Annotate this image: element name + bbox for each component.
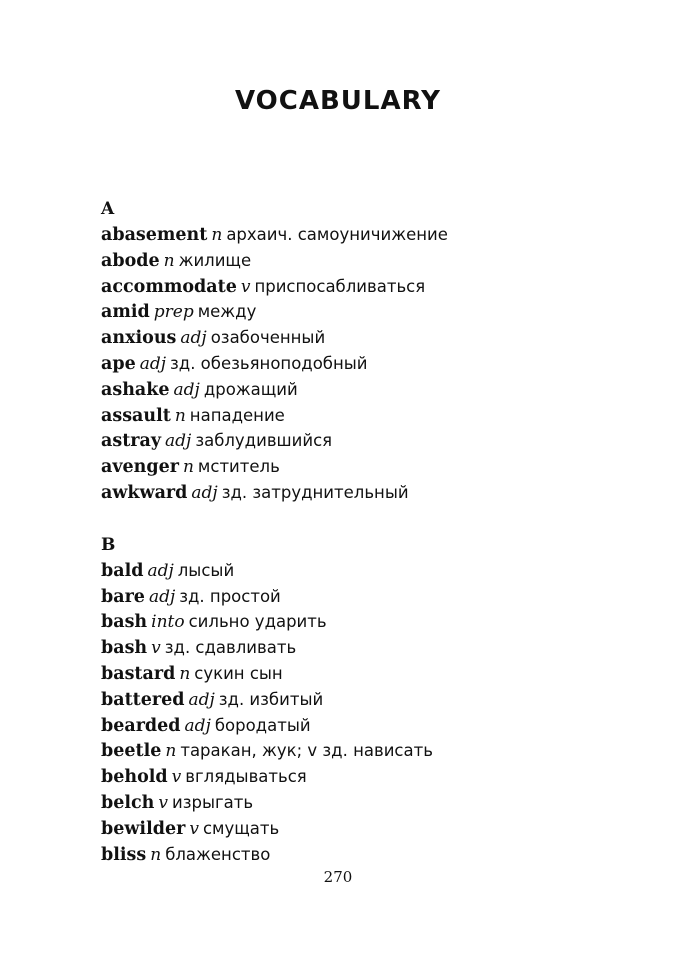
entry-term: bliss	[101, 844, 147, 865]
entry-translation: лысый	[177, 560, 235, 580]
entry-term: bastard	[101, 663, 176, 684]
entry-pos: adj	[188, 689, 215, 710]
entry-translation: таракан, жук; v зд. нависать	[180, 741, 433, 761]
entry-pos: into	[151, 612, 185, 633]
entry-term: bald	[101, 560, 144, 581]
entry-translation: сукин сын	[194, 663, 283, 683]
vocab-entry	[101, 325, 641, 351]
entry-term: bearded	[101, 715, 181, 736]
vocab-entry	[101, 222, 641, 248]
vocab-entry	[101, 584, 641, 610]
entry-translation: зд. простой	[179, 586, 281, 606]
vocab-entry	[101, 635, 641, 661]
entry-translation: заблудившийся	[195, 431, 333, 451]
entry-term: behold	[101, 767, 168, 788]
entry-pos: adj	[139, 353, 167, 374]
entry-translation: блаженство	[165, 844, 271, 864]
entry-term: abasement	[101, 225, 208, 245]
entry-translation: сильно ударить	[188, 612, 327, 632]
entry-pos: n	[163, 250, 175, 271]
entry-pos: n	[182, 457, 194, 478]
entry-term: abode	[101, 250, 160, 271]
vocab-entry	[101, 480, 641, 506]
vocab-entry	[101, 248, 641, 274]
entry-term: ape	[101, 353, 136, 374]
entry-term: beetle	[101, 741, 162, 762]
entry-term: assault	[101, 405, 171, 426]
page-title: VOCABULARY	[234, 86, 441, 116]
vocab-entry	[101, 274, 641, 300]
entry-translation: мститель	[197, 457, 280, 477]
entry-translation: зд. затруднительный	[221, 482, 409, 502]
page-number: 270	[323, 868, 353, 886]
entry-pos: v	[240, 276, 251, 297]
entry-translation: озабоченный	[210, 328, 326, 348]
entry-term: avenger	[101, 457, 179, 478]
entry-term: bash	[101, 638, 148, 659]
entry-term: battered	[101, 689, 185, 710]
entry-pos: adj	[147, 560, 174, 581]
vocab-entry	[101, 764, 641, 790]
entry-translation: между	[197, 302, 257, 322]
vocab-entry	[101, 403, 641, 429]
entry-translation: дрожащий	[203, 379, 298, 399]
vocab-entry	[101, 351, 641, 377]
entry-translation: бородатый	[214, 715, 311, 735]
section-b	[101, 532, 641, 868]
entry-pos: v	[158, 792, 169, 813]
vocab-entry	[101, 609, 641, 635]
entry-pos: adj	[191, 482, 218, 503]
entry-term: astray	[101, 431, 162, 452]
vocab-entry	[101, 816, 641, 842]
entry-term: awkward	[101, 482, 188, 503]
vocab-entry	[101, 661, 641, 687]
section-letter: A	[101, 199, 115, 219]
entry-pos: v	[151, 638, 161, 659]
entry-pos: adj	[165, 431, 192, 452]
entry-pos: v	[189, 818, 199, 839]
vocab-entry	[101, 687, 641, 713]
entry-term: ashake	[101, 379, 170, 400]
vocabulary-list	[101, 196, 641, 867]
entry-translation: изрыгать	[172, 792, 254, 812]
entry-translation: нападение	[189, 405, 285, 425]
vocab-entry	[101, 790, 641, 816]
entry-term: accommodate	[101, 276, 237, 297]
entry-pos: n	[174, 405, 186, 426]
entry-translation: зд. сдавливать	[164, 638, 297, 658]
vocab-entry	[101, 558, 641, 584]
entry-translation: вглядываться	[185, 767, 307, 787]
entry-pos: adj	[173, 379, 200, 400]
entry-translation: зд. избитый	[218, 689, 324, 709]
vocab-entry	[101, 377, 641, 403]
vocab-entry	[101, 299, 641, 325]
entry-term: bash	[101, 612, 148, 633]
entry-pos: v	[171, 767, 182, 788]
entry-pos: adj	[184, 715, 211, 736]
entry-pos: prep	[153, 302, 194, 323]
entry-term: amid	[101, 302, 150, 323]
vocab-entry	[101, 713, 641, 739]
entry-pos: adj	[148, 586, 176, 607]
entry-term: belch	[101, 792, 155, 813]
entry-translation: архаич. самоуничижение	[226, 225, 448, 244]
section-letter: B	[101, 534, 116, 555]
entry-term: anxious	[101, 328, 177, 349]
entry-pos: n	[179, 663, 191, 684]
entry-pos: n	[211, 225, 223, 245]
entry-pos: n	[165, 741, 177, 762]
entry-pos: n	[150, 844, 162, 865]
vocab-entry	[101, 428, 641, 454]
entry-translation: смущать	[202, 818, 280, 838]
vocab-entry	[101, 454, 641, 480]
entry-term: bewilder	[101, 818, 186, 839]
entry-translation: жилище	[178, 250, 252, 270]
vocab-entry	[101, 842, 641, 868]
entry-term: bare	[101, 586, 145, 607]
section-a	[101, 196, 641, 506]
vocab-entry	[101, 738, 641, 764]
entry-translation: приспосабливаться	[254, 276, 426, 296]
entry-pos: adj	[180, 328, 207, 349]
entry-translation: зд. обезьяноподобный	[170, 353, 368, 373]
